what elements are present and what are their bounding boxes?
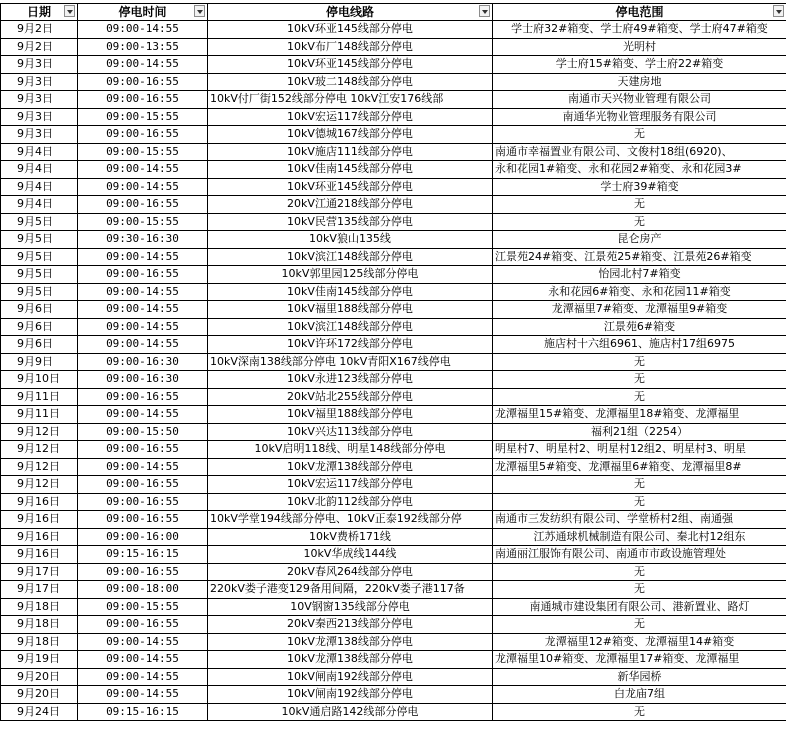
time-cell[interactable]: 09:00-16:55 <box>78 493 208 511</box>
filter-dropdown-icon[interactable] <box>194 5 205 17</box>
scope-cell[interactable]: 无 <box>493 493 786 511</box>
line-cell[interactable]: 10kV滨江148线部分停电 <box>208 248 493 266</box>
line-cell[interactable]: 20kV秦西213线部分停电 <box>208 616 493 634</box>
scope-cell[interactable]: 无 <box>493 563 786 581</box>
date-cell[interactable]: 9月5日 <box>1 213 78 231</box>
table-row <box>1 528 786 546</box>
time-cell[interactable]: 09:00-14:55 <box>78 283 208 301</box>
header-date <box>1 4 78 21</box>
table-row <box>1 196 786 214</box>
table-row <box>1 406 786 424</box>
time-cell[interactable]: 09:00-16:30 <box>78 353 208 371</box>
date-cell[interactable]: 9月12日 <box>1 476 78 494</box>
header-row <box>1 4 786 21</box>
date-cell[interactable]: 9月6日 <box>1 318 78 336</box>
line-cell[interactable]: 10kV宏运117线部分停电 <box>208 108 493 126</box>
time-cell[interactable]: 09:00-15:55 <box>78 213 208 231</box>
header-scope-label: 停电范围 <box>615 5 664 19</box>
filter-dropdown-icon[interactable] <box>479 5 490 17</box>
table-row <box>1 38 786 56</box>
time-cell[interactable]: 09:00-15:55 <box>78 108 208 126</box>
table-row <box>1 546 786 564</box>
time-cell[interactable]: 09:00-16:55 <box>78 441 208 459</box>
date-cell[interactable]: 9月17日 <box>1 581 78 599</box>
line-cell[interactable]: 10kV郭里园125线部分停电 <box>208 266 493 284</box>
time-cell[interactable]: 09:00-15:50 <box>78 423 208 441</box>
line-cell[interactable]: 10kV玻二148线部分停电 <box>208 73 493 91</box>
date-cell[interactable]: 9月16日 <box>1 528 78 546</box>
line-cell[interactable]: 10kV狼山135线 <box>208 231 493 249</box>
outage-table <box>0 3 786 721</box>
scope-cell[interactable]: 南通华光物业管理服务有限公司 <box>493 108 786 126</box>
scope-cell[interactable]: 南通丽江服饰有限公司、南通市市政设施管理处 <box>493 546 786 564</box>
scope-cell[interactable]: 无 <box>493 616 786 634</box>
scope-cell[interactable]: 龙潭福里12#箱变、龙潭福里14#箱变 <box>493 633 786 651</box>
line-cell[interactable]: 10kV布厂148线部分停电 <box>208 38 493 56</box>
scope-cell[interactable]: 南通市天兴物业管理有限公司 <box>493 91 786 109</box>
line-cell[interactable]: 10V钢窗135线部分停电 <box>208 598 493 616</box>
table-row <box>1 668 786 686</box>
date-cell[interactable]: 9月16日 <box>1 493 78 511</box>
scope-cell[interactable]: 明星村7、明星村2、明星村12组2、明星村3、明星 <box>493 441 786 459</box>
scope-cell[interactable]: 龙潭福里7#箱变、龙潭福里9#箱变 <box>493 301 786 319</box>
date-cell[interactable]: 9月12日 <box>1 441 78 459</box>
scope-cell[interactable]: 新华园桥 <box>493 668 786 686</box>
table-row <box>1 353 786 371</box>
time-cell[interactable]: 09:00-14:55 <box>78 406 208 424</box>
line-cell[interactable]: 10kV福里188线部分停电 <box>208 406 493 424</box>
line-cell[interactable]: 10kV民营135线部分停电 <box>208 213 493 231</box>
table-row <box>1 633 786 651</box>
time-cell[interactable]: 09:00-14:55 <box>78 668 208 686</box>
line-cell[interactable]: 10kV付厂街152线部分停电 10kV江安176线部 <box>208 91 493 109</box>
date-cell[interactable]: 9月12日 <box>1 423 78 441</box>
date-cell[interactable]: 9月6日 <box>1 301 78 319</box>
time-cell[interactable]: 09:00-15:55 <box>78 598 208 616</box>
time-cell[interactable]: 09:00-16:55 <box>78 196 208 214</box>
time-cell[interactable]: 09:00-16:30 <box>78 371 208 389</box>
date-cell[interactable]: 9月4日 <box>1 178 78 196</box>
table-row <box>1 21 786 39</box>
time-cell[interactable]: 09:00-14:55 <box>78 651 208 669</box>
scope-cell[interactable]: 白龙庙7组 <box>493 686 786 704</box>
scope-cell[interactable]: 无 <box>493 371 786 389</box>
date-cell[interactable]: 9月3日 <box>1 108 78 126</box>
date-cell[interactable]: 9月24日 <box>1 703 78 721</box>
scope-cell[interactable]: 学士府15#箱变、学士府22#箱变 <box>493 56 786 74</box>
table-row <box>1 388 786 406</box>
table-row <box>1 651 786 669</box>
table-row <box>1 423 786 441</box>
table-row <box>1 266 786 284</box>
date-cell[interactable]: 9月3日 <box>1 73 78 91</box>
time-cell[interactable]: 09:15-16:15 <box>78 546 208 564</box>
scope-cell[interactable]: 无 <box>493 703 786 721</box>
scope-cell[interactable]: 昆仑房产 <box>493 231 786 249</box>
line-cell[interactable]: 10kV启明118线、明星148线部分停电 <box>208 441 493 459</box>
scope-cell[interactable]: 学士府32#箱变、学士府49#箱变、学士府47#箱变 <box>493 21 786 39</box>
date-cell[interactable]: 9月18日 <box>1 598 78 616</box>
time-cell[interactable]: 09:00-16:55 <box>78 91 208 109</box>
scope-cell[interactable]: 天建房地 <box>493 73 786 91</box>
line-cell[interactable]: 10kV闸南192线部分停电 <box>208 668 493 686</box>
scope-cell[interactable]: 江景苑24#箱变、江景苑25#箱变、江景苑26#箱变 <box>493 248 786 266</box>
date-cell[interactable]: 9月20日 <box>1 668 78 686</box>
line-cell[interactable]: 10kV佳南145线部分停电 <box>208 161 493 179</box>
date-cell[interactable]: 9月3日 <box>1 91 78 109</box>
date-cell[interactable]: 9月4日 <box>1 196 78 214</box>
scope-cell[interactable]: 江景苑6#箱变 <box>493 318 786 336</box>
table-row <box>1 336 786 354</box>
date-cell[interactable]: 9月19日 <box>1 651 78 669</box>
scope-cell[interactable]: 无 <box>493 213 786 231</box>
scope-cell[interactable]: 无 <box>493 126 786 144</box>
table-row <box>1 231 786 249</box>
date-cell[interactable]: 9月4日 <box>1 161 78 179</box>
table-row <box>1 493 786 511</box>
table-row <box>1 301 786 319</box>
header-time-label: 停电时间 <box>118 5 167 19</box>
time-cell[interactable]: 09:00-14:55 <box>78 248 208 266</box>
time-cell[interactable]: 09:00-18:00 <box>78 581 208 599</box>
header-line-label: 停电线路 <box>325 5 374 19</box>
table-row <box>1 581 786 599</box>
time-cell[interactable]: 09:00-15:55 <box>78 143 208 161</box>
time-cell[interactable]: 09:00-16:00 <box>78 528 208 546</box>
filter-dropdown-icon[interactable] <box>773 5 784 17</box>
scope-cell[interactable]: 无 <box>493 581 786 599</box>
table-row <box>1 371 786 389</box>
date-cell[interactable]: 9月3日 <box>1 56 78 74</box>
date-cell[interactable]: 9月5日 <box>1 248 78 266</box>
date-cell[interactable]: 9月5日 <box>1 283 78 301</box>
line-cell[interactable]: 10kV环亚145线部分停电 <box>208 56 493 74</box>
line-cell[interactable]: 10kV北韵112线部分停电 <box>208 493 493 511</box>
date-cell[interactable]: 9月9日 <box>1 353 78 371</box>
filter-dropdown-icon[interactable] <box>64 5 75 17</box>
scope-cell[interactable]: 光明村 <box>493 38 786 56</box>
date-cell[interactable]: 9月2日 <box>1 38 78 56</box>
line-cell[interactable]: 10kV佳南145线部分停电 <box>208 283 493 301</box>
time-cell[interactable]: 09:00-16:55 <box>78 511 208 529</box>
scope-cell[interactable]: 学士府39#箱变 <box>493 178 786 196</box>
table-row <box>1 458 786 476</box>
table-row <box>1 441 786 459</box>
time-cell[interactable]: 09:00-14:55 <box>78 633 208 651</box>
scope-cell[interactable]: 南通市三发纺织有限公司、学堂桥村2组、南通强 <box>493 511 786 529</box>
line-cell[interactable]: 10kV兴达113线部分停电 <box>208 423 493 441</box>
time-cell[interactable]: 09:00-16:55 <box>78 266 208 284</box>
time-cell[interactable]: 09:00-16:55 <box>78 388 208 406</box>
scope-cell[interactable]: 无 <box>493 388 786 406</box>
line-cell[interactable]: 10kV通启路142线部分停电 <box>208 703 493 721</box>
table-row <box>1 56 786 74</box>
date-cell[interactable]: 9月16日 <box>1 546 78 564</box>
table-row <box>1 126 786 144</box>
table-row <box>1 248 786 266</box>
date-cell[interactable]: 9月17日 <box>1 563 78 581</box>
line-cell[interactable]: 10kV滨江148线部分停电 <box>208 318 493 336</box>
table-row <box>1 686 786 704</box>
table-row <box>1 703 786 721</box>
line-cell[interactable]: 10kV龙潭138线部分停电 <box>208 651 493 669</box>
date-cell[interactable]: 9月11日 <box>1 406 78 424</box>
table-row <box>1 563 786 581</box>
line-cell[interactable]: 10kV费桥171线 <box>208 528 493 546</box>
line-cell[interactable]: 10kV环亚145线部分停电 <box>208 21 493 39</box>
time-cell[interactable]: 09:00-16:55 <box>78 126 208 144</box>
time-cell[interactable]: 09:00-16:55 <box>78 563 208 581</box>
header-scope <box>493 4 786 21</box>
time-cell[interactable]: 09:30-16:30 <box>78 231 208 249</box>
table-row <box>1 616 786 634</box>
date-cell[interactable]: 9月3日 <box>1 126 78 144</box>
scope-cell[interactable]: 无 <box>493 196 786 214</box>
scope-cell[interactable]: 龙潭福里10#箱变、龙潭福里17#箱变、龙潭福里 <box>493 651 786 669</box>
scope-cell[interactable]: 福利21组（2254） <box>493 423 786 441</box>
line-cell[interactable]: 10kV德城167线部分停电 <box>208 126 493 144</box>
scope-cell[interactable]: 江苏通球机械制造有限公司、秦北村12组东 <box>493 528 786 546</box>
table-row <box>1 108 786 126</box>
line-cell[interactable]: 10kV环亚145线部分停电 <box>208 178 493 196</box>
table-row <box>1 213 786 231</box>
scope-cell[interactable]: 南通市幸福置业有限公司、文俊村18组(6920)、 <box>493 143 786 161</box>
table-row <box>1 178 786 196</box>
date-cell[interactable]: 9月2日 <box>1 21 78 39</box>
scope-cell[interactable]: 南通城市建设集团有限公司、港新置业、路灯 <box>493 598 786 616</box>
line-cell[interactable]: 10kV龙潭138线部分停电 <box>208 458 493 476</box>
date-cell[interactable]: 9月5日 <box>1 266 78 284</box>
table-row <box>1 143 786 161</box>
scope-cell[interactable]: 龙潭福里5#箱变、龙潭福里6#箱变、龙潭福里8# <box>493 458 786 476</box>
date-cell[interactable]: 9月18日 <box>1 633 78 651</box>
line-cell[interactable]: 20kV春风264线部分停电 <box>208 563 493 581</box>
table-row <box>1 476 786 494</box>
time-cell[interactable]: 09:00-16:55 <box>78 73 208 91</box>
time-cell[interactable]: 09:00-13:55 <box>78 38 208 56</box>
line-cell[interactable]: 10kV宏运117线部分停电 <box>208 476 493 494</box>
time-cell[interactable]: 09:15-16:15 <box>78 703 208 721</box>
table-row <box>1 73 786 91</box>
table-row <box>1 91 786 109</box>
table-body <box>1 21 786 721</box>
date-cell[interactable]: 9月10日 <box>1 371 78 389</box>
time-cell[interactable]: 09:00-16:55 <box>78 476 208 494</box>
header-date-label: 日期 <box>26 5 51 19</box>
time-cell[interactable]: 09:00-16:55 <box>78 616 208 634</box>
line-cell[interactable]: 20kV江通218线部分停电 <box>208 196 493 214</box>
date-cell[interactable]: 9月20日 <box>1 686 78 704</box>
time-cell[interactable]: 09:00-14:55 <box>78 686 208 704</box>
table-row <box>1 161 786 179</box>
date-cell[interactable]: 9月5日 <box>1 231 78 249</box>
time-cell[interactable]: 09:00-14:55 <box>78 336 208 354</box>
date-cell[interactable]: 9月16日 <box>1 511 78 529</box>
line-cell[interactable]: 220kV娄子港变129备用间隔，220kV娄子港117备 <box>208 581 493 599</box>
time-cell[interactable]: 09:00-14:55 <box>78 318 208 336</box>
date-cell[interactable]: 9月6日 <box>1 336 78 354</box>
table-row <box>1 598 786 616</box>
time-cell[interactable]: 09:00-14:55 <box>78 161 208 179</box>
date-cell[interactable]: 9月4日 <box>1 143 78 161</box>
time-cell[interactable]: 09:00-14:55 <box>78 301 208 319</box>
table-row <box>1 318 786 336</box>
scope-cell[interactable]: 施店村十六组6961、施店村17组6975 <box>493 336 786 354</box>
line-cell[interactable]: 10kV深南138线部分停电 10kV青阳X167线停电 <box>208 353 493 371</box>
time-cell[interactable]: 09:00-14:55 <box>78 178 208 196</box>
scope-cell[interactable]: 怡园北村7#箱变 <box>493 266 786 284</box>
line-cell[interactable]: 20kV站北255线部分停电 <box>208 388 493 406</box>
time-cell[interactable]: 09:00-14:55 <box>78 458 208 476</box>
header-time <box>78 4 208 21</box>
scope-cell[interactable]: 永和花园6#箱变、永和花园11#箱变 <box>493 283 786 301</box>
scope-cell[interactable]: 无 <box>493 476 786 494</box>
line-cell[interactable]: 10kV学堂194线部分停电、10kV正泰192线部分停 <box>208 511 493 529</box>
line-cell[interactable]: 10kV福里188线部分停电 <box>208 301 493 319</box>
scope-cell[interactable]: 永和花园1#箱变、永和花园2#箱变、永和花园3# <box>493 161 786 179</box>
line-cell[interactable]: 10kV龙潭138线部分停电 <box>208 633 493 651</box>
table-row <box>1 511 786 529</box>
table-row <box>1 283 786 301</box>
date-cell[interactable]: 9月11日 <box>1 388 78 406</box>
scope-cell[interactable]: 无 <box>493 353 786 371</box>
header-line <box>208 4 493 21</box>
scope-cell[interactable]: 龙潭福里15#箱变、龙潭福里18#箱变、龙潭福里 <box>493 406 786 424</box>
line-cell[interactable]: 10kV闸南192线部分停电 <box>208 686 493 704</box>
line-cell[interactable]: 10kV施店111线部分停电 <box>208 143 493 161</box>
line-cell[interactable]: 10kV华成线144线 <box>208 546 493 564</box>
line-cell[interactable]: 10kV永进123线部分停电 <box>208 371 493 389</box>
date-cell[interactable]: 9月18日 <box>1 616 78 634</box>
line-cell[interactable]: 10kV许环172线部分停电 <box>208 336 493 354</box>
date-cell[interactable]: 9月12日 <box>1 458 78 476</box>
time-cell[interactable]: 09:00-14:55 <box>78 21 208 39</box>
time-cell[interactable]: 09:00-14:55 <box>78 56 208 74</box>
